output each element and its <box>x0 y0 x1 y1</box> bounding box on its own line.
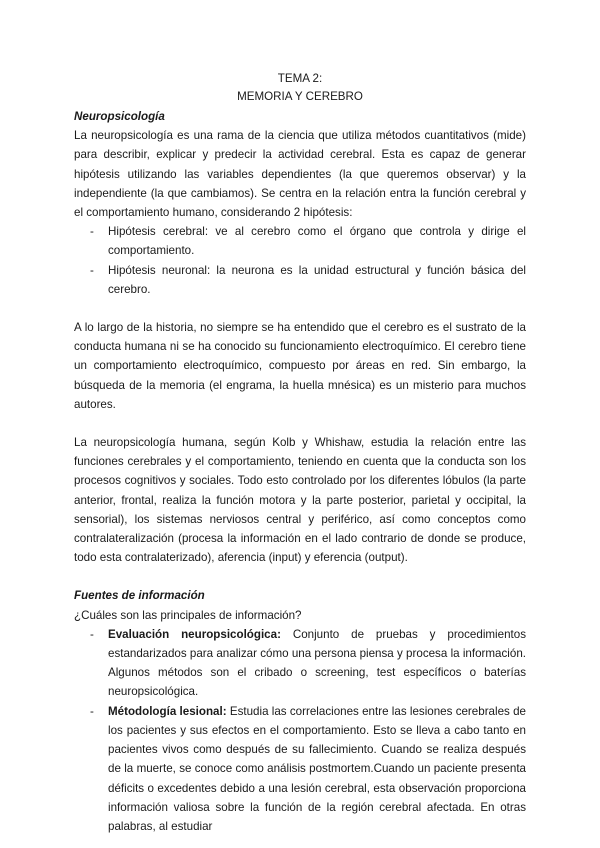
hypothesis-list <box>74 222 526 299</box>
list-item-text: Hipótesis cerebral: ve al cerebro como el órgano que controla y dirige el comportamiento. <box>108 225 526 258</box>
section-heading-neuropsicologia: Neuropsicología <box>74 110 165 123</box>
list-item-text: Hipótesis neuronal: la neurona es la unidad estructural y función básica del cerebro. <box>108 263 526 296</box>
term-evaluacion: Evaluación neuropsicológica: <box>108 627 281 641</box>
paragraph-definition: La neuropsicología es una rama de la ciencia que utiliza métodos cuantitativos (mide) para describir, explicar y predecir la actividad cerebral. Esta es capaz de generar hipótesis utilizando las variables dependientes (la que queremos observar) y la independiente (la que cambiamos). Se centra en la relación entra la función cerebral y el comportamiento humano, considerando 2 hipótesis: <box>74 129 526 220</box>
list-item <box>74 625 526 702</box>
term-metodologia: Métodología lesional: <box>108 704 227 718</box>
list-item-text: Estudia las correlaciones entre las lesiones cerebrales de los pacientes y sus efectos en el comportamiento. Esto se lleva a cabo tanto en pacientes vivos como después de su fallecimiento. Cuando se realiza después de la muerte, se conoce como análisis postmortem.Cuando un paciente presenta déficits o excedentes debido a una lesión cerebral, esta observación proporciona información valiosa sobre la función de la región cerebral afectada. En otras palabras, al estudiar <box>108 704 526 833</box>
sources-list <box>74 625 526 836</box>
dash-bullet: - <box>90 225 94 239</box>
dash-bullet: - <box>90 263 94 277</box>
dash-bullet: - <box>90 627 94 641</box>
topic-title: MEMORIA Y CEREBRO <box>237 90 363 103</box>
dash-bullet: - <box>90 704 94 718</box>
list-item <box>74 261 526 299</box>
paragraph-history: A lo largo de la historia, no siempre se ha entendido que el cerebro es el sustrato de la conducta humana ni se ha conocido su funcionamiento electroquímico. El cerebro tiene un comportamiento electroquímico, compuesto por áreas en red. Sin embargo, la búsqueda de la memoria (el engrama, la huella mnésica) es un misterio para muchos autores. <box>74 321 526 411</box>
list-item <box>74 222 526 260</box>
list-item <box>74 702 526 836</box>
paragraph-question: ¿Cuáles son las principales de información? <box>74 608 302 622</box>
paragraph-kolb-whishaw: La neuropsicología humana, según Kolb y Whishaw, estudia la relación entre las funciones cerebrales y el comportamiento, teniendo en cuenta que la conducta son los procesos cognitivos y sociales. Todo esto controlado por los diferentes lóbulos (la parte anterior, frontal, realiza la función motora y la parte posterior, parietal y occipital, la sensorial), los sistemas nerviosos central y periférico, así como conceptos como contralateralización (procesa la información en el lado contrario de donde se produce, todo esta contralaterizado), aferencia (input) y eferencia (output). <box>74 436 526 565</box>
topic-number: TEMA 2: <box>277 72 323 85</box>
list-item-text: Conjunto de pruebas y procedimientos estandarizados para analizar cómo una persona piensa y procesa la información. Algunos métodos son el cribado o screening, test específicos o baterías neuropsicológica. <box>108 627 526 699</box>
section-heading-fuentes: Fuentes de información <box>74 589 205 603</box>
